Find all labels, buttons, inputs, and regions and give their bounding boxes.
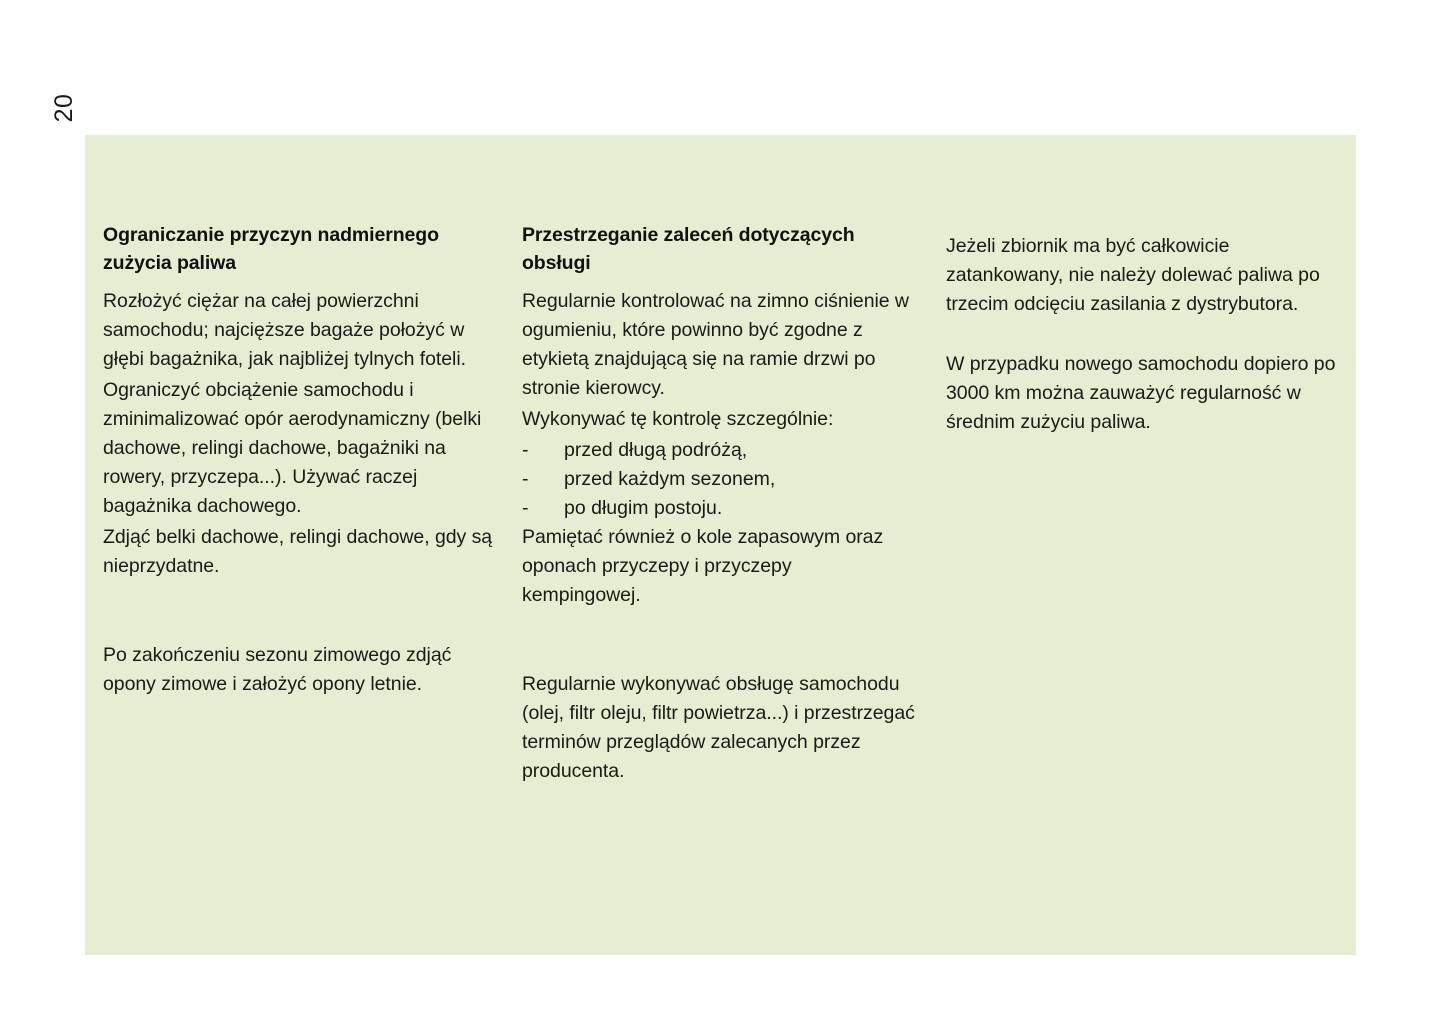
section-heading-maintenance: Przestrzeganie zaleceń dotyczących obsługi xyxy=(522,224,855,274)
content-column-1 xyxy=(103,222,518,701)
page-number: 20 xyxy=(49,93,78,123)
list-item xyxy=(522,465,915,494)
dash-marker-icon: - xyxy=(522,439,529,462)
paragraph-spacer xyxy=(522,612,915,670)
text-columns xyxy=(103,222,1356,788)
paragraph-aerodynamic-drag: Ograniczyć obciążenie samochodu i zminimalizować opór aerodynamiczny (belki dachowe, relingi dachowe, bagażniki na rowery, przyczepa...). Używać raczej bagażnika dachowego. xyxy=(103,379,482,518)
content-panel xyxy=(85,135,1356,955)
paragraph-remove-roof-bars: Zdjąć belki dachowe, relingi dachowe, gdy są nieprzydatne. xyxy=(103,526,493,578)
list-item-label: przed długą podróżą, xyxy=(564,439,748,462)
dash-marker-icon: - xyxy=(522,497,529,520)
paragraph-spacer xyxy=(103,583,496,641)
list-item-label: przed każdym sezonem, xyxy=(564,468,776,491)
paragraph-load-distribution: Rozłożyć ciężar na całej powierzchni samochodu; najcięższe bagaże położyć w głębi bagażnika, jak najbliżej tylnych foteli. xyxy=(103,290,466,371)
paragraph-servicing: Regularnie wykonywać obsługę samochodu (olej, filtr oleju, filtr powietrza...) i przestrzegać terminów przeglądów zalecanych przez producenta. xyxy=(522,673,915,783)
paragraph-winter-tyres: Po zakończeniu sezonu zimowego zdjąć opony zimowe i założyć opony letnie. xyxy=(103,644,452,696)
paragraph-spare-wheel: Pamiętać również o kole zapasowym oraz oponach przyczepy i przyczepy kempingowej. xyxy=(522,526,884,607)
list-item xyxy=(522,494,915,523)
paragraph-refuelling: Jeżeli zbiornik ma być całkowicie zatankowany, nie należy dolewać paliwa po trzecim odcięciu zasilania z dystrybutora. xyxy=(946,235,1320,315)
dash-marker-icon: - xyxy=(522,468,529,491)
paragraph-spacer xyxy=(946,321,1339,350)
content-column-3 xyxy=(946,222,1361,439)
paragraph-tyre-pressure: Regularnie kontrolować na zimno ciśnienie w ogumieniu, które powinno być zgodne z etykietą znajdującą się na ramie drzwi po stronie kierowcy. xyxy=(522,290,909,400)
list-item xyxy=(522,436,915,465)
content-column-2 xyxy=(522,222,937,788)
paragraph-check-intro: Wykonywać tę kontrolę szczególnie: xyxy=(522,408,834,431)
checks-list xyxy=(522,436,915,523)
list-item-label: po długim postoju. xyxy=(564,497,723,520)
paragraph-new-car-running-in: W przypadku nowego samochodu dopiero po 3000 km można zauważyć regularność w średnim zużyciu paliwa. xyxy=(946,353,1336,433)
section-heading-fuel-consumption: Ograniczanie przyczyn nadmiernego zużycia paliwa xyxy=(103,224,439,274)
